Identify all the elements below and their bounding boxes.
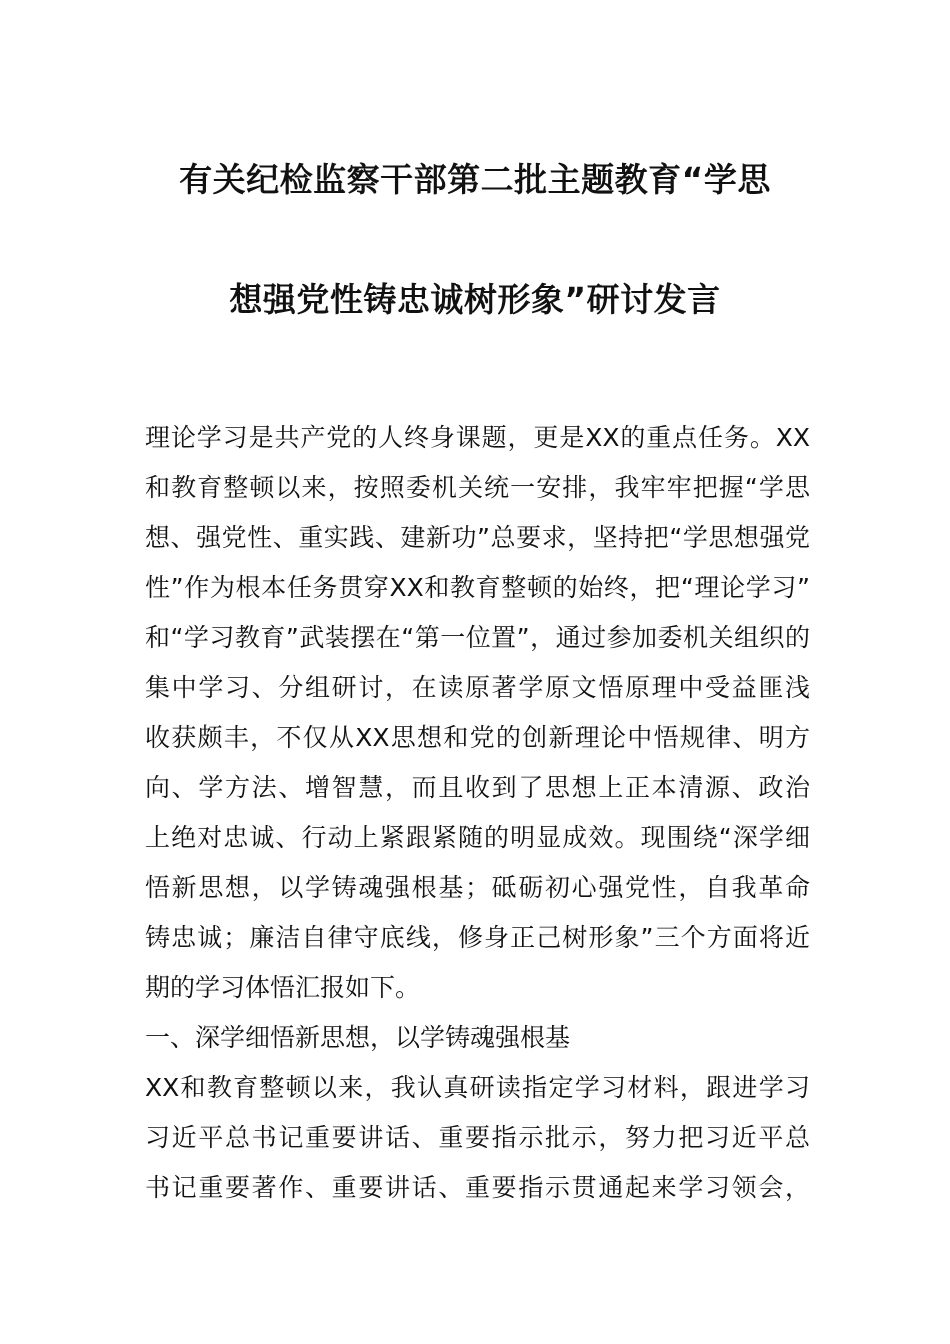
body-line: 收获颇丰，不仅从XX思想和党的创新理论中悟规律、明方 [145,723,810,752]
body-line: 和“学习教育”武装摆在“第一位置”，通过参加委机关组织的 [145,623,810,652]
body-text [145,413,810,1213]
body-line: 期的学习体悟汇报如下。 [145,973,421,1002]
title-line-1: 有关纪检监察干部第二批主题教育“学思 [179,160,771,199]
body-line: 习近平总书记重要讲话、重要指示批示，努力把习近平总 [145,1123,810,1152]
body-line: 性”作为根本任务贯穿XX和教育整顿的始终，把“理论学习” [145,573,810,602]
body-line: 悟新思想，以学铸魂强根基；砥砺初心强党性，自我革命 [145,873,810,902]
body-line: XX和教育整顿以来，我认真研读指定学习材料，跟进学习 [145,1073,810,1102]
section-heading: 一、深学细悟新思想，以学铸魂强根基 [145,1023,571,1052]
body-line: 向、学方法、增智慧，而且收到了思想上正本清源、政治 [145,773,810,802]
body-line: 想、强党性、重实践、建新功”总要求，坚持把“学思想强党 [145,523,810,552]
body-line: 书记重要著作、重要讲话、重要指示贯通起来学习领会， [145,1173,810,1202]
body-line: 铸忠诚；廉洁自律守底线，修身正己树形象”三个方面将近 [145,923,810,952]
body-line: 上绝对忠诚、行动上紧跟紧随的明显成效。现围绕“深学细 [145,823,810,852]
title-line-2: 想强党性铸忠诚树形象”研讨发言 [229,280,721,319]
body-line: 理论学习是共产党的人终身课题，更是XX的重点任务。XX [145,423,810,452]
body-line: 和教育整顿以来，按照委机关统一安排，我牢牢把握“学思 [145,473,810,502]
body-line: 集中学习、分组研讨，在读原著学原文悟原理中受益匪浅 [145,673,810,702]
